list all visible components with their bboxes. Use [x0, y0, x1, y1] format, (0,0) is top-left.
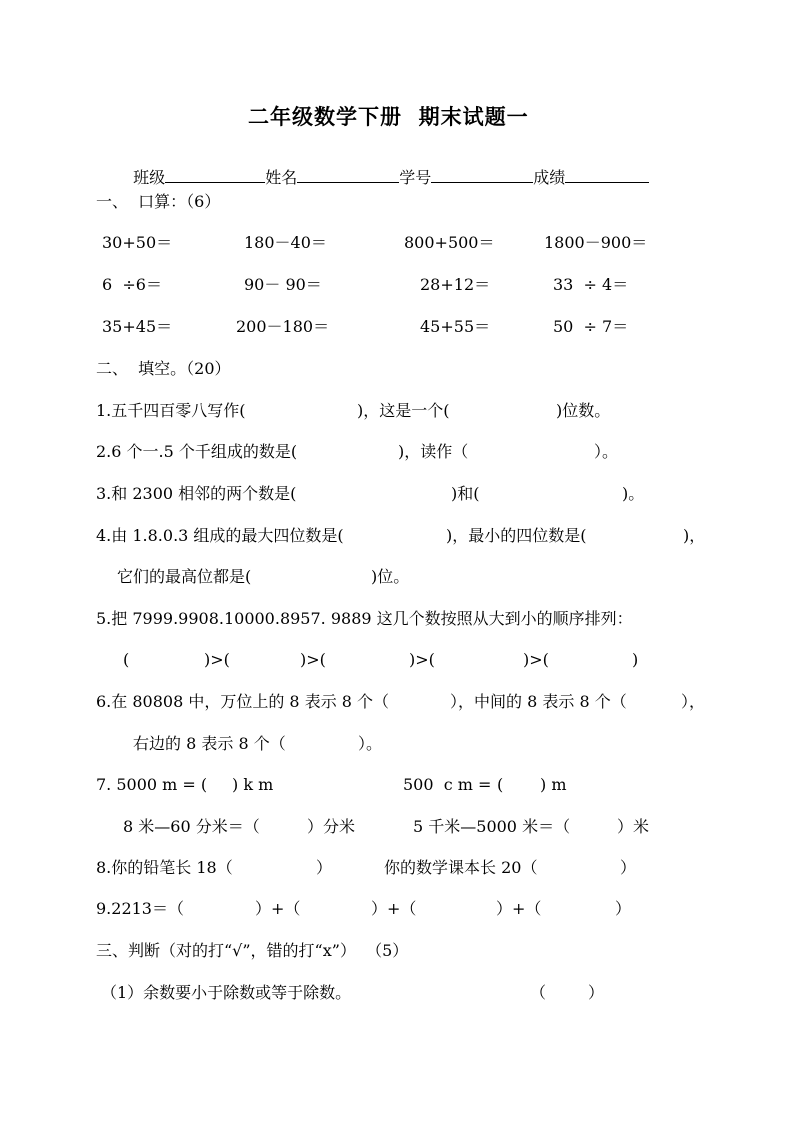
- calc-item: 1800－900＝: [544, 233, 648, 252]
- q9-part-d: ）+（: [496, 899, 542, 918]
- q4-part-c: )，: [683, 526, 706, 545]
- number-field[interactable]: [431, 167, 533, 183]
- q3-part-b: )和(: [451, 484, 480, 503]
- q7-part-i: ）米: [617, 817, 650, 836]
- q5-gt: )>(: [300, 650, 326, 669]
- calc-item: 35+45＝: [102, 317, 173, 336]
- q5-question: 5.把 7999.9908.10000.8957. 9889 这几个数按照从大到小的顺序排列：: [96, 609, 633, 628]
- page-title: 二年级数学下册 期末试题一: [248, 105, 529, 129]
- calc-item: 200－180＝: [236, 317, 330, 336]
- class-field[interactable]: [165, 167, 265, 183]
- calc-item: 33 ÷ 4＝: [553, 275, 629, 294]
- q3-part-a: 3.和 2300 相邻的两个数是(: [96, 484, 297, 503]
- judge-blank-close: ）: [588, 983, 605, 1002]
- q6-part-c: ），: [681, 692, 706, 711]
- q7-part-b: ) k m: [232, 775, 274, 794]
- q8-part-a: 8.你的铅笔长 18（: [96, 858, 233, 877]
- q9-part-c: ）+（: [371, 899, 417, 918]
- q5-paren: (: [123, 650, 130, 669]
- q6-part-b: ），中间的 8 表示 8 个（: [450, 692, 627, 711]
- section2-heading: 二、 填空。（20）: [96, 359, 231, 378]
- q7-part-a: 7. 5000 m = (: [96, 775, 208, 794]
- section3-heading: 三、判断（对的打“√”，错的打“x”） （5）: [96, 941, 409, 960]
- q7-part-c: 500 c m =: [403, 775, 492, 794]
- q9-part-e: ）: [615, 899, 632, 918]
- q1-part-a: 1.五千四百零八写作(: [96, 401, 246, 420]
- q5-gt: )>(: [409, 650, 435, 669]
- q6-part-e: ）。: [358, 734, 383, 753]
- class-label: 班级: [133, 168, 166, 187]
- q8-part-c: 你的数学课本长 20（: [384, 858, 538, 877]
- q7-part-f: 8 米—60 分米＝（: [123, 817, 260, 836]
- q9-part-a: 9.2213＝（: [96, 899, 184, 918]
- calc-item: 45+55＝: [420, 317, 491, 336]
- q1-part-c: )位数。: [556, 401, 611, 420]
- section1-heading: 一、 口算：（6）: [96, 192, 221, 211]
- q4-part-d: 它们的最高位都是(: [117, 567, 252, 586]
- q5-paren: ): [632, 650, 639, 669]
- q8-part-d: ）: [620, 858, 637, 877]
- score-field[interactable]: [565, 167, 649, 183]
- q3-part-c: )。: [622, 484, 645, 503]
- number-label: 学号: [399, 168, 432, 187]
- q7-part-h: 5 千米—5000 米＝（: [413, 817, 571, 836]
- name-label: 姓名: [265, 168, 298, 187]
- q1-part-b: )，这是一个(: [357, 401, 450, 420]
- q2-part-a: 2.6 个一.5 个千组成的数是(: [96, 442, 298, 461]
- q8-part-b: ）: [316, 858, 333, 877]
- calc-item: 180－40＝: [244, 233, 327, 252]
- q4-part-b: )，最小的四位数是(: [446, 526, 587, 545]
- name-field[interactable]: [297, 167, 399, 183]
- q9-part-b: ）+（: [255, 899, 301, 918]
- q2-part-c: ）。: [594, 442, 619, 461]
- q2-part-b: )，读作（: [398, 442, 469, 461]
- calc-item: 90－ 90＝: [244, 275, 322, 294]
- q4-part-e: )位。: [371, 567, 410, 586]
- judge-blank-open: （: [530, 983, 547, 1002]
- calc-item: 30+50＝: [102, 233, 173, 252]
- q6-part-a: 6.在 80808 中，万位上的 8 表示 8 个（: [96, 692, 390, 711]
- q5-gt: )>(: [204, 650, 230, 669]
- q4-part-a: 4.由 1.8.0.3 组成的最大四位数是(: [96, 526, 344, 545]
- score-label: 成绩: [533, 168, 566, 187]
- calc-item: 50 ÷ 7＝: [553, 317, 629, 336]
- q7-part-d: (: [497, 775, 504, 794]
- q5-gt: )>(: [523, 650, 549, 669]
- q7-part-g: ）分米: [307, 817, 356, 836]
- q7-part-e: ) m: [540, 775, 567, 794]
- calc-item: 6 ÷6＝: [102, 275, 162, 294]
- calc-item: 28+12＝: [420, 275, 491, 294]
- calc-item: 800+500＝: [404, 233, 495, 252]
- info-line: [123, 151, 649, 186]
- judge-item-1: （1）余数要小于除数或等于除数。: [101, 983, 352, 1002]
- q6-part-d: 右边的 8 表示 8 个（: [133, 734, 286, 753]
